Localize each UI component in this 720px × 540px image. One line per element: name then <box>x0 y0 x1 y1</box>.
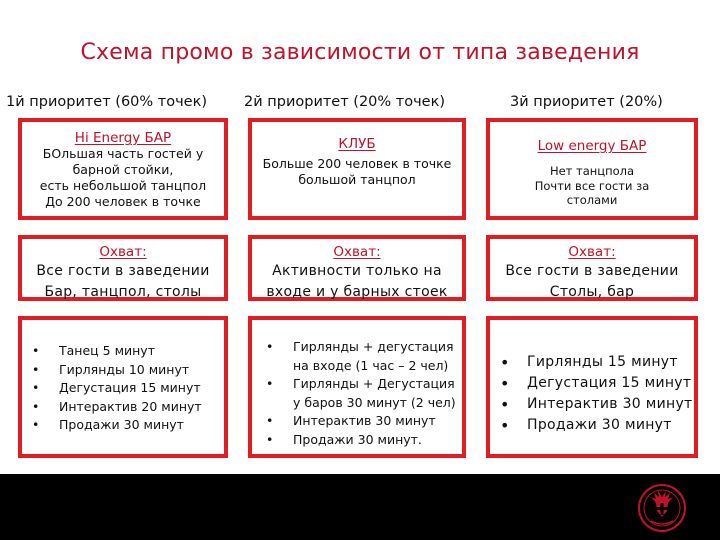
column-header-2: 2й приоритет (20% точек) <box>244 94 446 110</box>
activities-box-2 <box>248 316 466 458</box>
activities-box-3 <box>486 316 698 458</box>
venue-line: большой танцпол <box>298 172 416 187</box>
list-item <box>266 375 462 412</box>
column-header-1: 1й приоритет (60% точек) <box>6 94 208 110</box>
list-item <box>266 338 462 375</box>
list-item <box>266 412 462 431</box>
venue-box-hi-energy-bar <box>18 118 228 220</box>
venue-line: есть небольшой танцпол <box>39 178 207 193</box>
reach-label: Охват: <box>99 244 147 260</box>
reach-label: Охват: <box>333 244 381 260</box>
reach-box-1 <box>18 235 228 301</box>
page-title: Схема промо в зависимости от типа заведения <box>80 40 640 65</box>
list-item-line: • Гирлянды + дегустация <box>293 339 454 354</box>
activities-box-1 <box>18 316 228 458</box>
venue-title: Hi Energy БАР <box>74 130 172 146</box>
reach-label: Охват: <box>568 244 616 260</box>
venue-box-club <box>248 118 466 220</box>
activities-list <box>500 352 694 436</box>
list-item: • Интерактив 20 минут <box>32 398 224 417</box>
list-item-line: на входе (1 час – 2 чел) <box>293 357 449 373</box>
venue-line: БОльшая часть гостей у <box>42 146 204 161</box>
reach-box-2 <box>248 235 466 301</box>
list-item-line: • Гирлянды + Дегустация <box>293 376 455 391</box>
activities-list <box>266 338 462 449</box>
reach-line: Бар, танцпол, столы <box>44 284 202 300</box>
reach-line: Все гости в заведении <box>36 263 210 279</box>
reach-line: входе и у барных стоек <box>266 284 448 300</box>
venue-title: Low energy БАР <box>537 138 647 154</box>
list-item: • Танец 5 минут <box>32 342 224 361</box>
column-header-3: 3й приоритет (20%) <box>510 94 663 110</box>
list-item-line: • Интерактив 30 минут <box>293 413 436 428</box>
venue-line: столами <box>566 193 618 207</box>
venue-box-low-energy-bar <box>486 118 698 220</box>
venue-line: Нет танцпола <box>549 164 635 178</box>
venue-line: До 200 человек в точке <box>45 194 201 209</box>
venue-line: Почти все гости за <box>534 178 650 193</box>
venue-line: Больше 200 человек в точке <box>262 156 452 171</box>
list-item: • Гирлянды 10 минут <box>32 361 224 380</box>
list-item: • Продажи 30 минут <box>32 416 224 435</box>
stag-crest-icon <box>637 483 687 533</box>
list-item: • Дегустация 15 минут <box>500 373 694 394</box>
list-item: • Дегустация 15 минут <box>32 379 224 398</box>
reach-box-3 <box>486 235 698 301</box>
list-item-line: у баров 30 минут (2 чел) <box>293 394 456 410</box>
reach-line: Все гости в заведении <box>505 263 679 279</box>
list-item: • Интерактив 30 минут <box>500 394 694 415</box>
list-item: • Продажи 30 минут <box>500 415 694 436</box>
reach-line: Активности только на <box>272 263 442 279</box>
list-item <box>266 431 462 450</box>
footer-bar <box>0 474 720 540</box>
reach-line: Столы, бар <box>549 284 635 300</box>
venue-line: барной стойки, <box>72 162 174 177</box>
activities-list <box>32 342 224 435</box>
list-item: • Гирлянды 15 минут <box>500 352 694 373</box>
venue-title: КЛУБ <box>338 136 376 152</box>
list-item-line: • Продажи 30 минут. <box>293 431 422 447</box>
